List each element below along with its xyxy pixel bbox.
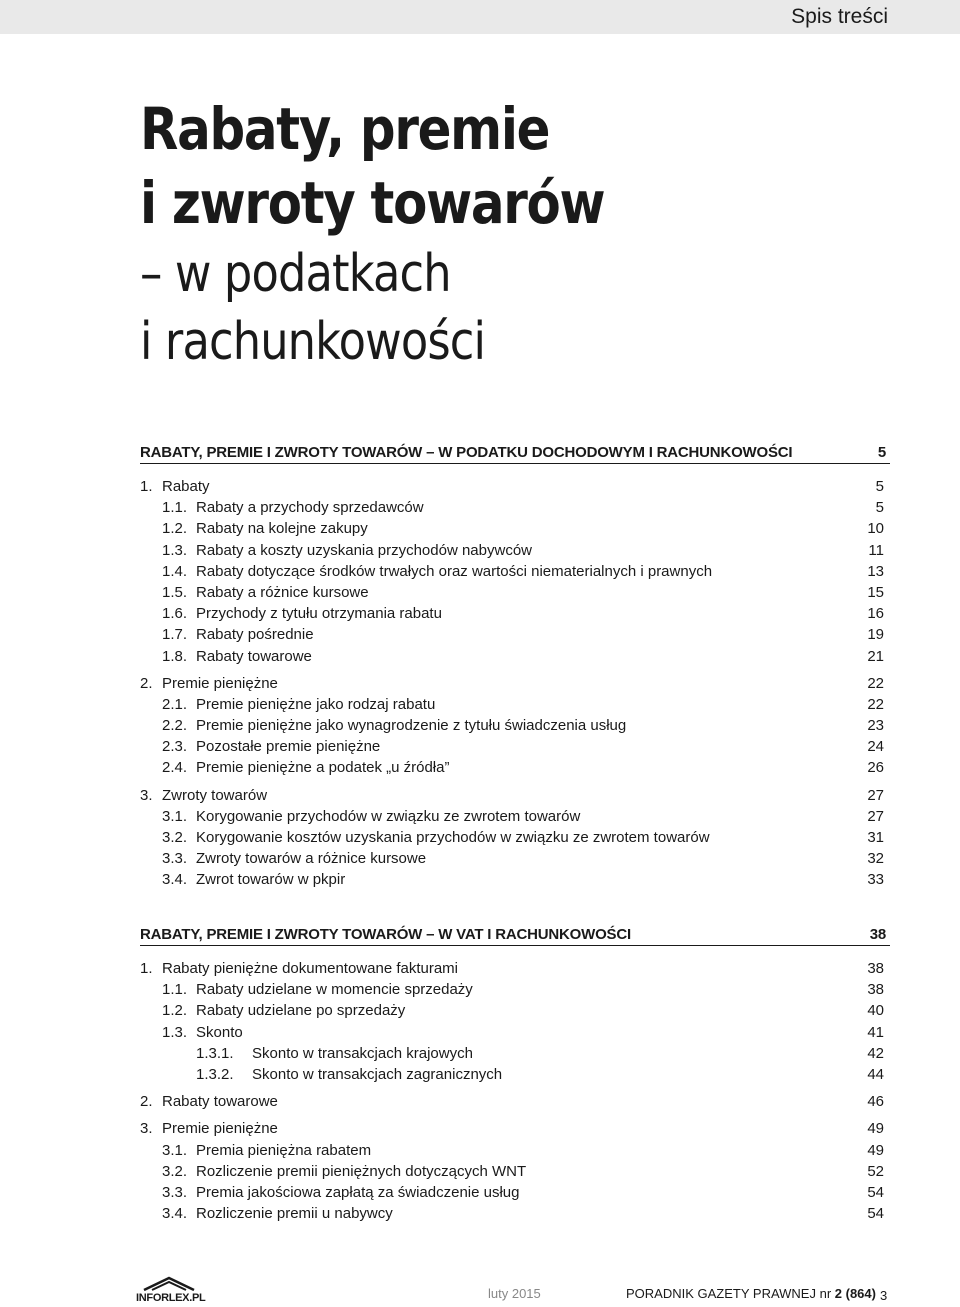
entry-page: 32	[867, 850, 884, 868]
section-heading[interactable]	[140, 444, 890, 464]
toc-entry[interactable]	[140, 582, 890, 603]
toc-entry[interactable]	[140, 1091, 890, 1112]
entry-number: 3.3.	[162, 1183, 188, 1201]
entry-label: Rabaty a koszty uzyskania przychodów nabywców	[196, 541, 532, 559]
entry-number: 1.3.2.	[196, 1065, 234, 1083]
entry-number: 2.2.	[162, 717, 188, 735]
toc-entry[interactable]	[140, 1000, 890, 1021]
toc-entry[interactable]	[140, 1022, 890, 1043]
entry-label: Skonto w transakcjach krajowych	[252, 1044, 473, 1062]
toc-entry[interactable]	[140, 518, 890, 539]
toc-entry[interactable]	[140, 869, 890, 890]
toc-entry[interactable]	[140, 540, 890, 561]
entry-page: 22	[867, 674, 884, 692]
entry-number: 1.3.	[162, 1023, 188, 1041]
entry-page: 38	[867, 960, 884, 977]
entry-page: 38	[867, 981, 884, 999]
toc-entry[interactable]	[140, 806, 890, 827]
inforlex-logo[interactable]	[136, 1276, 206, 1306]
entry-number: 3.2.	[162, 1162, 188, 1180]
title-line-3: – w podatkach	[140, 244, 451, 304]
entry-number: 1.5.	[162, 583, 188, 601]
entry-label: Korygowanie przychodów w związku ze zwrotem towarów	[196, 807, 581, 825]
toc-entry[interactable]	[140, 1118, 890, 1139]
header-label: Spis treści	[791, 5, 888, 28]
toc-entry[interactable]	[140, 757, 890, 778]
entry-number: 1.1.	[162, 981, 188, 999]
entry-number: 1.8.	[162, 647, 188, 665]
entry-page: 44	[867, 1065, 884, 1083]
entry-label: Rabaty a różnice kursowe	[196, 583, 369, 601]
toc-entry[interactable]	[140, 958, 890, 979]
entry-label: Rabaty towarowe	[196, 647, 312, 665]
title-line-1: Rabaty, premie	[140, 95, 550, 163]
entry-page: 31	[867, 829, 884, 846]
entry-page: 33	[867, 871, 884, 889]
entry-label: Premie pieniężne	[162, 1120, 278, 1138]
entry-page: 11	[868, 541, 884, 559]
entry-page: 52	[867, 1162, 884, 1180]
entry-number: 1.2.	[162, 520, 188, 538]
entry-label: Rabaty udzielane w momencie sprzedaży	[196, 981, 473, 999]
toc-section-vat	[140, 926, 890, 1224]
entry-page: 22	[867, 695, 884, 713]
toc-entry[interactable]	[140, 1182, 890, 1203]
entry-label: Korygowanie kosztów uzyskania przychodów w związku ze zwrotem towarów	[196, 829, 710, 846]
entry-page: 10	[867, 520, 884, 538]
document-title	[140, 92, 680, 376]
toc-entry[interactable]	[140, 979, 890, 1000]
entry-number: 1.	[140, 478, 153, 495]
entry-page: 49	[867, 1141, 884, 1159]
entry-number: 3.2.	[162, 829, 188, 846]
toc-entry[interactable]	[140, 646, 890, 667]
toc-entry[interactable]	[140, 715, 890, 736]
toc-entry[interactable]	[140, 848, 890, 869]
entry-label: Rabaty pośrednie	[196, 626, 314, 644]
entry-label: Rabaty dotyczące środków trwałych oraz wartości niematerialnych i prawnych	[196, 562, 713, 580]
entry-page: 41	[867, 1023, 884, 1041]
toc-entry[interactable]	[140, 736, 890, 757]
entry-page: 21	[867, 647, 884, 665]
toc-entry[interactable]	[140, 1064, 890, 1085]
entry-label: Rabaty na kolejne zakupy	[196, 520, 368, 538]
entry-label: Zwroty towarów	[162, 786, 268, 804]
entry-number: 2.4.	[162, 759, 188, 777]
entry-page: 16	[867, 605, 884, 623]
entry-number: 3.4.	[162, 1205, 188, 1223]
entry-page: 54	[867, 1205, 884, 1223]
entry-number: 2.3.	[162, 738, 188, 756]
footer-publication	[626, 1286, 876, 1301]
entry-page: 23	[867, 717, 884, 735]
entry-label: Premie pieniężne jako wynagrodzenie z tytułu świadczenia usług	[196, 717, 627, 735]
entry-page: 27	[867, 807, 884, 825]
entry-number: 2.	[140, 674, 153, 692]
entry-label: Premie pieniężne jako rodzaj rabatu	[196, 695, 436, 713]
toc-entry[interactable]	[140, 1140, 890, 1161]
title-line-2: i zwroty towarów	[140, 169, 605, 237]
publication-name: PORADNIK GAZETY PRAWNEJ nr	[626, 1286, 832, 1301]
toc-entry[interactable]	[140, 561, 890, 582]
page-footer	[0, 1270, 960, 1307]
entry-number: 3.1.	[162, 1141, 188, 1159]
entry-page: 49	[867, 1120, 884, 1138]
footer-date: luty 2015	[488, 1286, 541, 1301]
entry-number: 1.3.1.	[196, 1044, 234, 1062]
entry-number: 3.1.	[162, 807, 188, 825]
logo-text: INFORLEX.PL	[136, 1292, 206, 1304]
toc-entry[interactable]	[140, 497, 890, 518]
toc-entry[interactable]	[140, 694, 890, 715]
entry-label: Rabaty a przychody sprzedawców	[196, 499, 424, 517]
entry-number: 3.	[140, 1120, 153, 1138]
entry-label: Pozostałe premie pieniężne	[196, 738, 381, 756]
title-line-4: i rachunkowości	[140, 312, 486, 372]
entry-number: 3.4.	[162, 871, 188, 889]
entry-page: 54	[867, 1183, 884, 1201]
entry-label: Premia pieniężna rabatem	[196, 1141, 372, 1159]
entry-number: 3.	[140, 786, 153, 804]
entry-number: 3.3.	[162, 850, 188, 868]
entry-label: Rabaty towarowe	[162, 1093, 278, 1111]
page-number: 3	[880, 1288, 888, 1303]
entry-number: 1.2.	[162, 1002, 188, 1020]
entry-label: Zwrot towarów w pkpir	[196, 871, 346, 889]
entry-page: 46	[867, 1093, 884, 1111]
section-heading-page: 5	[877, 444, 886, 461]
entry-page: 40	[867, 1002, 884, 1020]
section-heading-page: 38	[869, 926, 886, 943]
section-heading-text: RABATY, PREMIE I ZWROTY TOWARÓW – W PODATKU DOCHODOWYM I RACHUNKOWOŚCI	[140, 444, 793, 461]
entry-label: Rabaty udzielane po sprzedaży	[196, 1002, 406, 1020]
entry-number: 1.	[140, 960, 153, 977]
entry-page: 5	[875, 499, 884, 517]
entry-number: 1.1.	[162, 499, 188, 517]
entry-page: 24	[867, 738, 884, 756]
toc-entry[interactable]	[140, 827, 890, 848]
entry-number: 1.3.	[162, 541, 188, 559]
entry-label: Rabaty	[162, 478, 210, 495]
section-heading[interactable]	[140, 926, 890, 946]
entry-label: Premie pieniężne	[162, 674, 278, 692]
entry-label: Rabaty pieniężne dokumentowane fakturami	[162, 960, 459, 977]
entry-label: Przychody z tytułu otrzymania rabatu	[196, 605, 442, 623]
entry-label: Skonto	[196, 1023, 243, 1041]
entry-page: 5	[875, 478, 884, 495]
toc-entry[interactable]	[140, 476, 890, 497]
toc-entry[interactable]	[140, 624, 890, 645]
entry-page: 27	[867, 786, 884, 804]
toc-entry[interactable]	[140, 1161, 890, 1182]
toc-entry[interactable]	[140, 1043, 890, 1064]
entry-number: 1.7.	[162, 626, 188, 644]
entry-page: 42	[867, 1044, 884, 1062]
entry-page: 26	[867, 759, 884, 777]
toc-section-income-tax	[140, 444, 890, 891]
section-heading-text: RABATY, PREMIE I ZWROTY TOWARÓW – W VAT I RACHUNKOWOŚCI	[140, 926, 631, 943]
entry-page: 15	[867, 583, 884, 601]
toc-entry[interactable]	[140, 1203, 890, 1224]
header-bar	[0, 0, 960, 34]
entry-page: 13	[867, 562, 884, 580]
logo-mark-icon	[142, 1276, 196, 1292]
entry-label: Zwroty towarów a różnice kursowe	[196, 850, 427, 868]
entry-label: Rozliczenie premii pieniężnych dotyczących WNT	[196, 1162, 527, 1180]
toc-entry[interactable]	[140, 785, 890, 806]
entry-number: 1.6.	[162, 605, 188, 623]
toc-entry[interactable]	[140, 603, 890, 624]
toc-entry[interactable]	[140, 673, 890, 694]
entry-label: Premia jakościowa zapłatą za świadczenie usług	[196, 1183, 520, 1201]
entry-number: 2.	[140, 1093, 153, 1111]
issue-number: 2 (864)	[834, 1286, 876, 1301]
entry-number: 2.1.	[162, 695, 188, 713]
entry-label: Skonto w transakcjach zagranicznych	[252, 1065, 503, 1083]
entry-label: Rozliczenie premii u nabywcy	[196, 1205, 393, 1223]
entry-label: Premie pieniężne a podatek „u źródła”	[196, 759, 450, 777]
entry-page: 19	[867, 626, 884, 644]
entry-number: 1.4.	[162, 562, 188, 580]
